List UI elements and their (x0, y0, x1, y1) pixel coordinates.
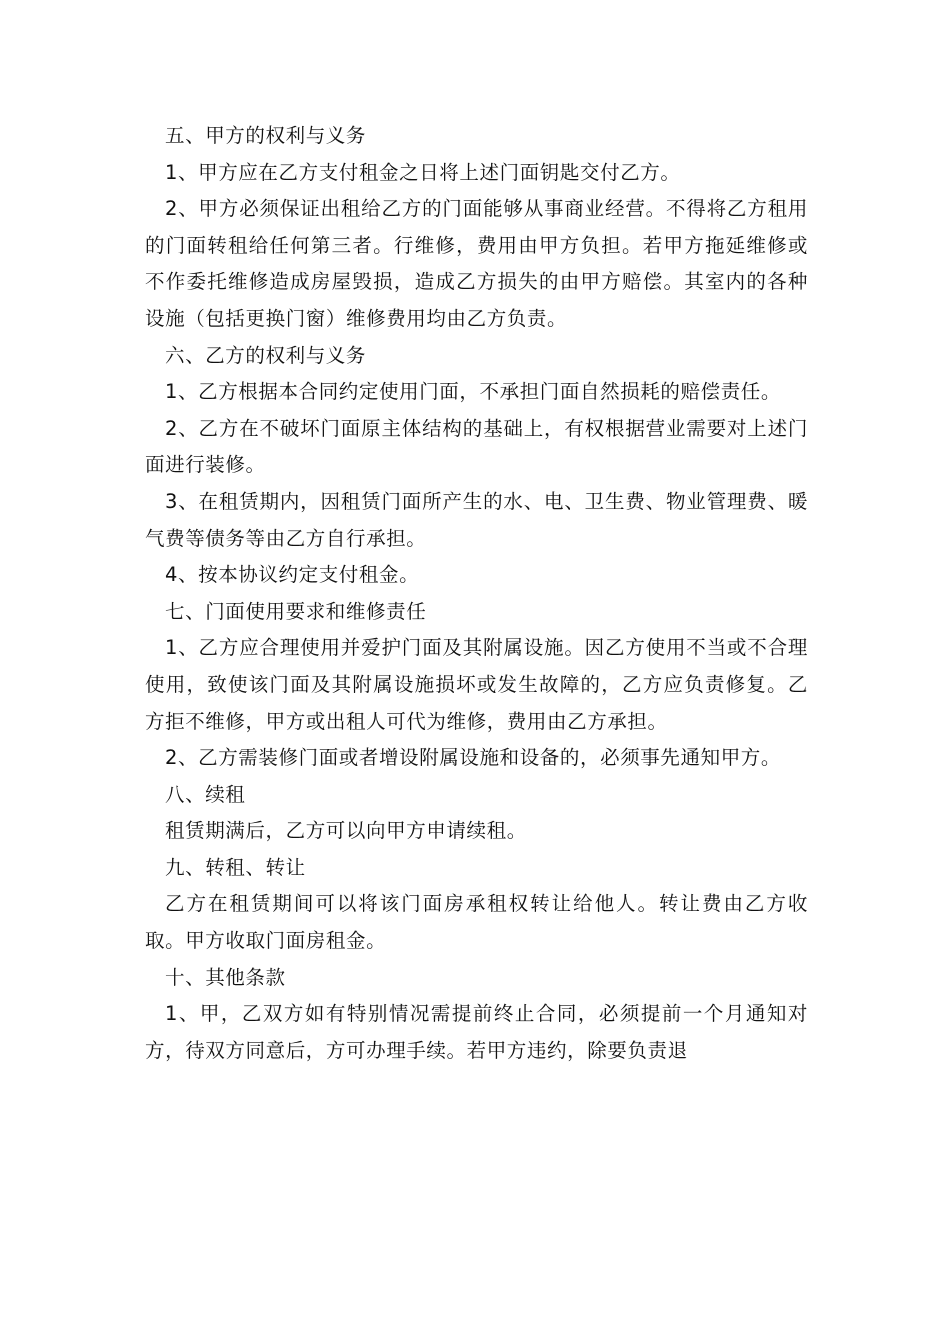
clause-paragraph: 2、乙方需装修门面或者增设附属设施和设备的，必须事先通知甲方。 (165, 746, 782, 770)
clause-paragraph: 2、乙方在不破坏门面原主体结构的基础上，有权根据营业需要对上述门面进行装修。 (145, 416, 808, 477)
clause-paragraph: 乙方在租赁期间可以将该门面房承租权转让给他人。转让费由乙方收取。甲方收取门面房租金。 (145, 892, 808, 953)
clause-paragraph: 1、乙方根据本合同约定使用门面，不承担门面自然损耗的赔偿责任。 (165, 380, 782, 404)
clause-paragraph: 4、按本协议约定支付租金。 (165, 563, 420, 587)
section-heading: 十、其他条款 (165, 965, 286, 989)
clause-paragraph: 租赁期满后，乙方可以向甲方申请续租。 (165, 819, 527, 843)
document-body (145, 118, 808, 1069)
clause-paragraph: 1、乙方应合理使用并爱护门面及其附属设施。因乙方使用不当或不合理使用，致使该门面及其附属设施损坏或发生故障的，乙方应负责修复。乙方拒不维修，甲方或出租人可代为维修，费用由乙方承担。 (145, 636, 808, 733)
section-heading: 九、转租、转让 (165, 855, 306, 879)
section-heading: 八、续租 (165, 782, 246, 806)
clause-paragraph: 2、甲方必须保证出租给乙方的门面能够从事商业经营。不得将乙方租用的门面转租给任何第三者。行维修，费用由甲方负担。若甲方拖延维修或不作委托维修造成房屋毁损，造成乙方损失的由甲方赔偿。其室内的各种设施（包括更换门窗）维修费用均由乙方负责。 (145, 197, 808, 330)
clause-paragraph: 1、甲方应在乙方支付租金之日将上述门面钥匙交付乙方。 (165, 160, 681, 184)
section-heading: 六、乙方的权利与义务 (165, 343, 367, 367)
clause-paragraph: 3、在租赁期内，因租赁门面所产生的水、电、卫生费、物业管理费、暖气费等债务等由乙方自行承担。 (145, 489, 808, 550)
section-heading: 七、门面使用要求和维修责任 (165, 599, 427, 623)
section-heading: 五、甲方的权利与义务 (165, 124, 367, 147)
clause-paragraph: 1、甲，乙双方如有特别情况需提前终止合同，必须提前一个月通知对方，待双方同意后，方可办理手续。若甲方违约，除要负责退 (145, 1002, 808, 1062)
